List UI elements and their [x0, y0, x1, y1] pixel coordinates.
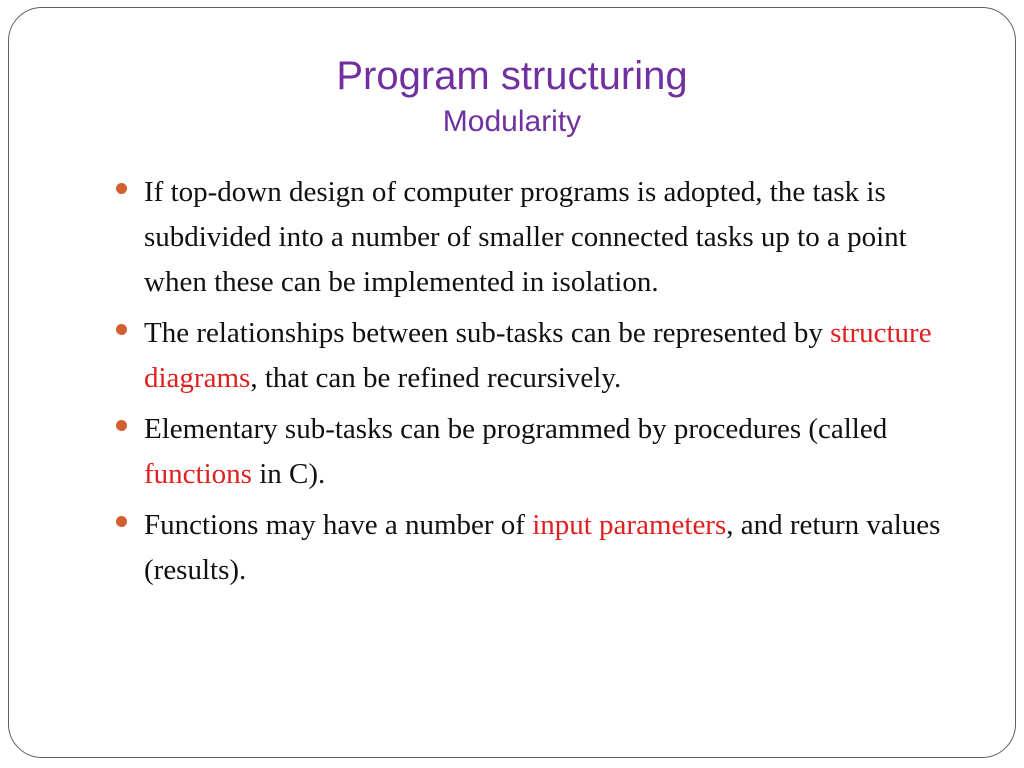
highlight-functions: functions — [144, 458, 252, 490]
title-block — [0, 50, 1024, 142]
bullet-text-before: Elementary sub-tasks can be programmed by procedures (called — [144, 413, 888, 445]
bullet-text-after: , that can be refined recursively. — [250, 362, 622, 394]
bullet-list — [114, 170, 944, 599]
bullet-text-after: , and return values (results). — [144, 509, 941, 586]
bullet-dot-icon — [116, 516, 127, 527]
highlight-structure-diagrams: structure diagrams — [144, 317, 932, 394]
bullet-text: If top-down design of computer programs is adopted, the task is subdivided into a number of smaller connected tasks up to a point when these can be implemented in isolation. — [144, 176, 907, 298]
bullet-text-after: in C). — [251, 458, 326, 490]
slide-title: Program structuring — [336, 54, 688, 98]
slide-subtitle: Modularity — [442, 105, 582, 138]
bullet-item-top-down-design — [114, 170, 944, 305]
bullet-dot-icon — [116, 183, 127, 194]
bullet-text-before: The relationships between sub-tasks can be represented by — [144, 317, 831, 349]
bullet-text-before: Functions may have a number of — [144, 509, 533, 541]
bullet-dot-icon — [116, 324, 127, 335]
bullet-item-input-parameters — [114, 503, 944, 593]
highlight-input-parameters: input parameters — [532, 509, 727, 541]
bullet-dot-icon — [116, 420, 127, 431]
bullet-item-structure-diagrams — [114, 311, 944, 401]
bullet-item-functions — [114, 407, 944, 497]
